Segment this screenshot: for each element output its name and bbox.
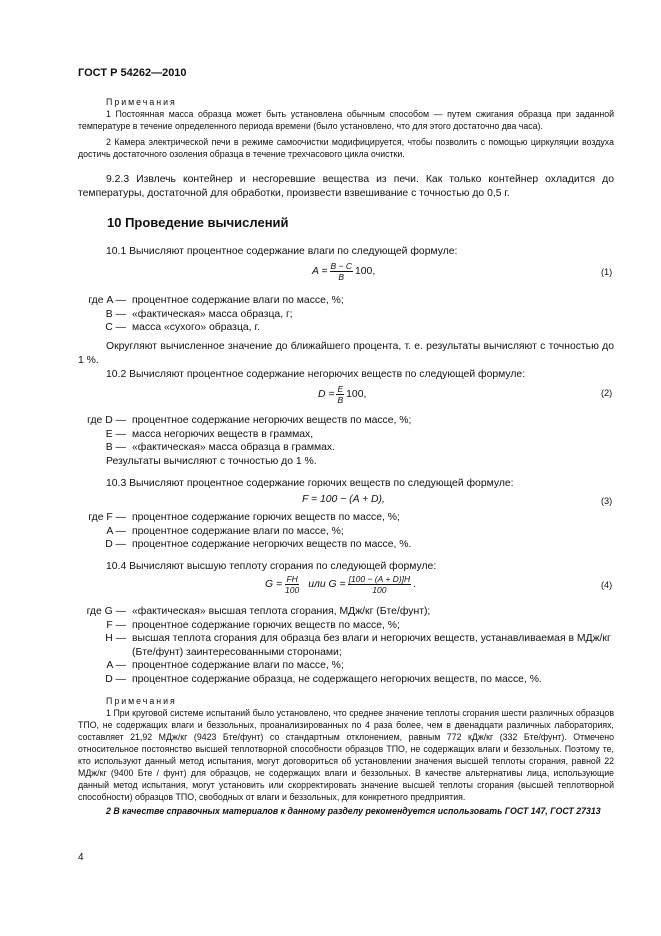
def-key: B — xyxy=(105,442,126,454)
formula-2-lhs: D = xyxy=(318,388,335,400)
paragraph-10-3-text: 10.3 Вычисляют процентное содержание горючих веществ по следующей формуле: xyxy=(106,478,514,489)
formula-4-numerator-2: [100 − (A + D)]H xyxy=(348,574,411,584)
paragraph-10-2 xyxy=(78,368,614,382)
formula-2-definitions xyxy=(78,414,618,468)
def-value: «фактическая» масса образца в граммах. xyxy=(132,442,335,454)
paragraph-10-4-text: 10.4 Вычисляют высшую теплоту сгорания по следующей формуле: xyxy=(106,561,437,572)
def-value: «фактическая» высшая теплота сгорания, МДж/кг (Бте/фунт); xyxy=(132,606,431,617)
def-value: процентное содержание горючих веществ по массе, %; xyxy=(132,512,400,523)
formula-4-fraction-2 xyxy=(348,574,412,595)
paragraph-10-1 xyxy=(78,245,614,259)
definition-row xyxy=(78,538,618,552)
formula-2-number: (2) xyxy=(601,388,613,398)
page-number: 4 xyxy=(78,852,84,863)
formula-3-number: (3) xyxy=(601,496,613,506)
formula-4-lhs: G = xyxy=(265,578,283,590)
def-key: A — xyxy=(106,660,126,672)
definition-row xyxy=(78,673,618,687)
formula-3 xyxy=(302,493,385,507)
formula-1-rhs: 100, xyxy=(355,265,376,277)
def-key: H — xyxy=(105,633,126,645)
definition-row xyxy=(78,619,618,633)
formula-2-numerator: E xyxy=(337,384,344,394)
definition-row xyxy=(78,428,618,442)
def-key: D — xyxy=(105,539,126,551)
definition-row xyxy=(78,308,618,322)
formula-4-number: (4) xyxy=(601,580,613,590)
definition-row xyxy=(78,441,618,455)
note-2: 2 Камера электрической печи в режиме самоочистки модифицируется, чтобы позволить с помощью циркуляции воздуха достичь достаточного озоления образца в течение трехчасового цикла очистки. xyxy=(78,137,614,159)
formula-1 xyxy=(312,261,375,282)
formula-4-denominator-1: 100 xyxy=(285,585,300,595)
formula-2-rhs: 100, xyxy=(346,388,367,400)
formula-3-expression: F = 100 − (A + D), xyxy=(302,494,385,505)
formula-4-end: . xyxy=(413,578,417,590)
paragraph-10-4 xyxy=(78,560,614,574)
notes-block-1 xyxy=(78,96,614,160)
formula-1-denominator: B xyxy=(338,272,345,282)
formula-4-fraction-1 xyxy=(284,574,300,595)
definition-row xyxy=(78,321,618,335)
definition-row xyxy=(78,414,618,428)
def-key: B — xyxy=(105,308,126,320)
formula-4-definitions xyxy=(78,605,618,687)
def-value: процентное содержание горючих веществ по массе, %; xyxy=(132,619,400,631)
paragraph-9-2-3-text: 9.2.3 Извлечь контейнер и несгоревшие вещества из печи. Как только контейнер охладится до температуры, достаточной для обработки, произвести взвешивание с точностью до 0,5 г. xyxy=(78,174,614,199)
formula-4 xyxy=(265,574,416,595)
section-title: 10 Проведение вычислений xyxy=(107,215,289,230)
def-key: C — xyxy=(105,322,126,334)
document-header: ГОСТ Р 54262—2010 xyxy=(78,67,187,79)
formula-1-number: (1) xyxy=(601,267,613,277)
definition-row xyxy=(78,511,618,525)
def-value: масса «сухого» образца, г. xyxy=(132,322,260,334)
notes-block-2 xyxy=(78,695,614,817)
def-key: где D — xyxy=(87,415,126,426)
definition-row xyxy=(78,605,618,619)
formula-1-definitions xyxy=(78,294,618,335)
def-key: где G — xyxy=(86,606,126,617)
paragraph-10-1-text: 10.1 Вычисляют процентное содержание влаги по следующей формуле: xyxy=(106,246,458,257)
definition-row xyxy=(78,294,618,308)
def-value: масса негорючих веществ в граммах, xyxy=(132,428,314,440)
result-text: Результаты вычисляют с точностью до 1 %. xyxy=(106,455,317,467)
note-1: 1 При круговой системе испытаний было установлено, что среднее значение теплоты сгорания шести различных образцов ТПО, не содержащих влаги и беззольных, проанализированных по 4 раза более, чем в двенадцати различных лабораториях, составляет 21,92 МДж/кг (9423 Бте/фунт) со стандартным отклонением, равным 772 кДж/кг (332 Бте/фунт). Отмечено относительное постоянство высшей теплотворной способности образцов ТПО, не содержащих влаги и беззольных. Поэтому те, кто используют данный метод испытания, могут договориться об установлении значения высшей теплоты сгорания, равной 22 МДж/кг (9400 Бте / фунт) для образцов, не содержащих влаги и беззольных. В качестве альтернативы лица, использующие данный метод испытания, могут установить или скорректировать значение высшей теплоты сгорания (высшей теплотворной способности) образцов ТПО, свободных от влаги и беззольных, для конкретного предприятия. xyxy=(78,708,614,802)
definition-row xyxy=(78,632,618,659)
formula-2 xyxy=(318,384,366,405)
paragraph-10-3 xyxy=(78,477,614,491)
def-value: процентное содержание образца, не содержащего негорючих веществ, по массе, %. xyxy=(132,673,542,685)
def-value: процентное содержание влаги по массе, %; xyxy=(132,525,344,537)
formula-2-fraction xyxy=(336,384,344,405)
def-value: высшая теплота сгорания для образца без влаги и негорючих веществ, устанавливаемая в МДж/кг (Бте/фунт) заинтересованными сторонами; xyxy=(132,633,611,658)
def-key: D — xyxy=(105,673,126,685)
formula-2-denominator: B xyxy=(337,395,344,405)
def-key: где F — xyxy=(88,512,126,523)
def-value: «фактическая» масса образца, г; xyxy=(132,308,293,320)
def-key: где A — xyxy=(88,295,126,306)
definition-row xyxy=(78,659,618,673)
notes-title: Примечания xyxy=(106,696,177,706)
def-value: процентное содержание негорючих веществ по массе, %; xyxy=(132,415,412,426)
rounding-text: Округляют вычисленное значение до ближайшего процента, т. е. результаты вычисляют с точностью до 1 %. xyxy=(78,341,614,366)
formula-4-numerator-1: FH xyxy=(286,574,298,584)
formula-1-fraction xyxy=(330,261,354,282)
def-key: F — xyxy=(106,619,126,631)
formula-4-denominator-2: 100 xyxy=(372,585,387,595)
def-key: A — xyxy=(106,525,126,537)
formula-4-alternative: или G = xyxy=(308,578,346,590)
def-value: процентное содержание негорючих веществ по массе, %. xyxy=(132,539,412,551)
def-value: процентное содержание влаги по массе, %; xyxy=(132,660,344,672)
def-value: процентное содержание влаги по массе, %; xyxy=(132,295,344,306)
formula-1-numerator: B − C xyxy=(330,261,352,271)
def-key: E — xyxy=(105,428,126,440)
rounding-paragraph xyxy=(78,340,614,367)
note-1: 1 Постоянная масса образца может быть установлена обычным способом — путем сжигания образца при заданной температуре в течение определенного периода времени (было установлено, что для этого достаточно два часа). xyxy=(78,109,614,131)
note-2: 2 В качестве справочных материалов к данному разделу рекомендуется использовать ГОСТ 147, ГОСТ 27313 xyxy=(106,806,601,816)
formula-1-lhs: A = xyxy=(312,265,328,277)
definition-row xyxy=(78,525,618,539)
paragraph-9-2-3 xyxy=(78,173,614,200)
notes-title: Примечания xyxy=(106,97,177,107)
paragraph-10-2-text: 10.2 Вычисляют процентное содержание негорючих веществ по следующей формуле: xyxy=(106,369,526,380)
formula-3-definitions xyxy=(78,511,618,552)
